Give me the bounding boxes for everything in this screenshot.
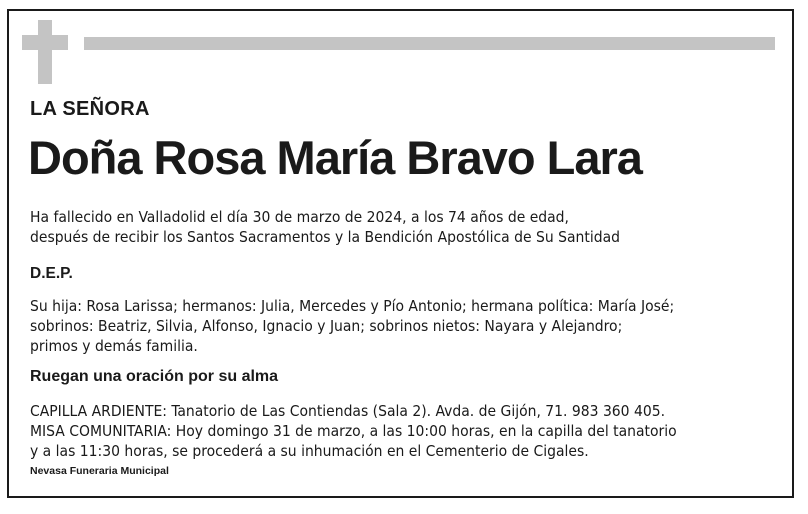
text-line: CAPILLA ARDIENTE: Tanatorio de Las Contiendas (Sala 2). Avda. de Gijón, 71. 983 360 405. [30, 402, 666, 420]
service-paragraph [30, 401, 677, 461]
header-rule [84, 37, 775, 50]
funeral-home: Nevasa Funeraria Municipal [30, 465, 169, 477]
text-line: y a las 11:30 horas, se procederá a su inhumación en el Cementerio de Cigales. [30, 442, 589, 460]
text-line: después de recibir los Santos Sacramentos y la Bendición Apostólica de Su Santidad [30, 228, 620, 246]
text-line: Su hija: Rosa Larissa; hermanos: Julia, Mercedes y Pío Antonio; hermana política: María José; [30, 297, 675, 315]
dep-label: D.E.P. [30, 265, 73, 282]
deceased-name: Doña Rosa María Bravo Lara [28, 131, 642, 184]
death-paragraph [30, 207, 620, 247]
text-line: MISA COMUNITARIA: Hoy domingo 31 de marzo, a las 10:00 horas, en la capilla del tanatorio [30, 422, 677, 440]
text-line: primos y demás familia. [30, 337, 198, 355]
cross-icon-horizontal [22, 35, 68, 50]
cross-icon-vertical [38, 20, 52, 84]
text-line: Ha fallecido en Valladolid el día 30 de marzo de 2024, a los 74 años de edad, [30, 208, 569, 226]
prayer-request: Ruegan una oración por su alma [30, 368, 279, 385]
family-paragraph [30, 296, 674, 356]
text-line: sobrinos: Beatriz, Silvia, Alfonso, Ignacio y Juan; sobrinos nietos: Nayara y Alejandro; [30, 317, 623, 335]
honorific: LA SEÑORA [30, 98, 150, 120]
